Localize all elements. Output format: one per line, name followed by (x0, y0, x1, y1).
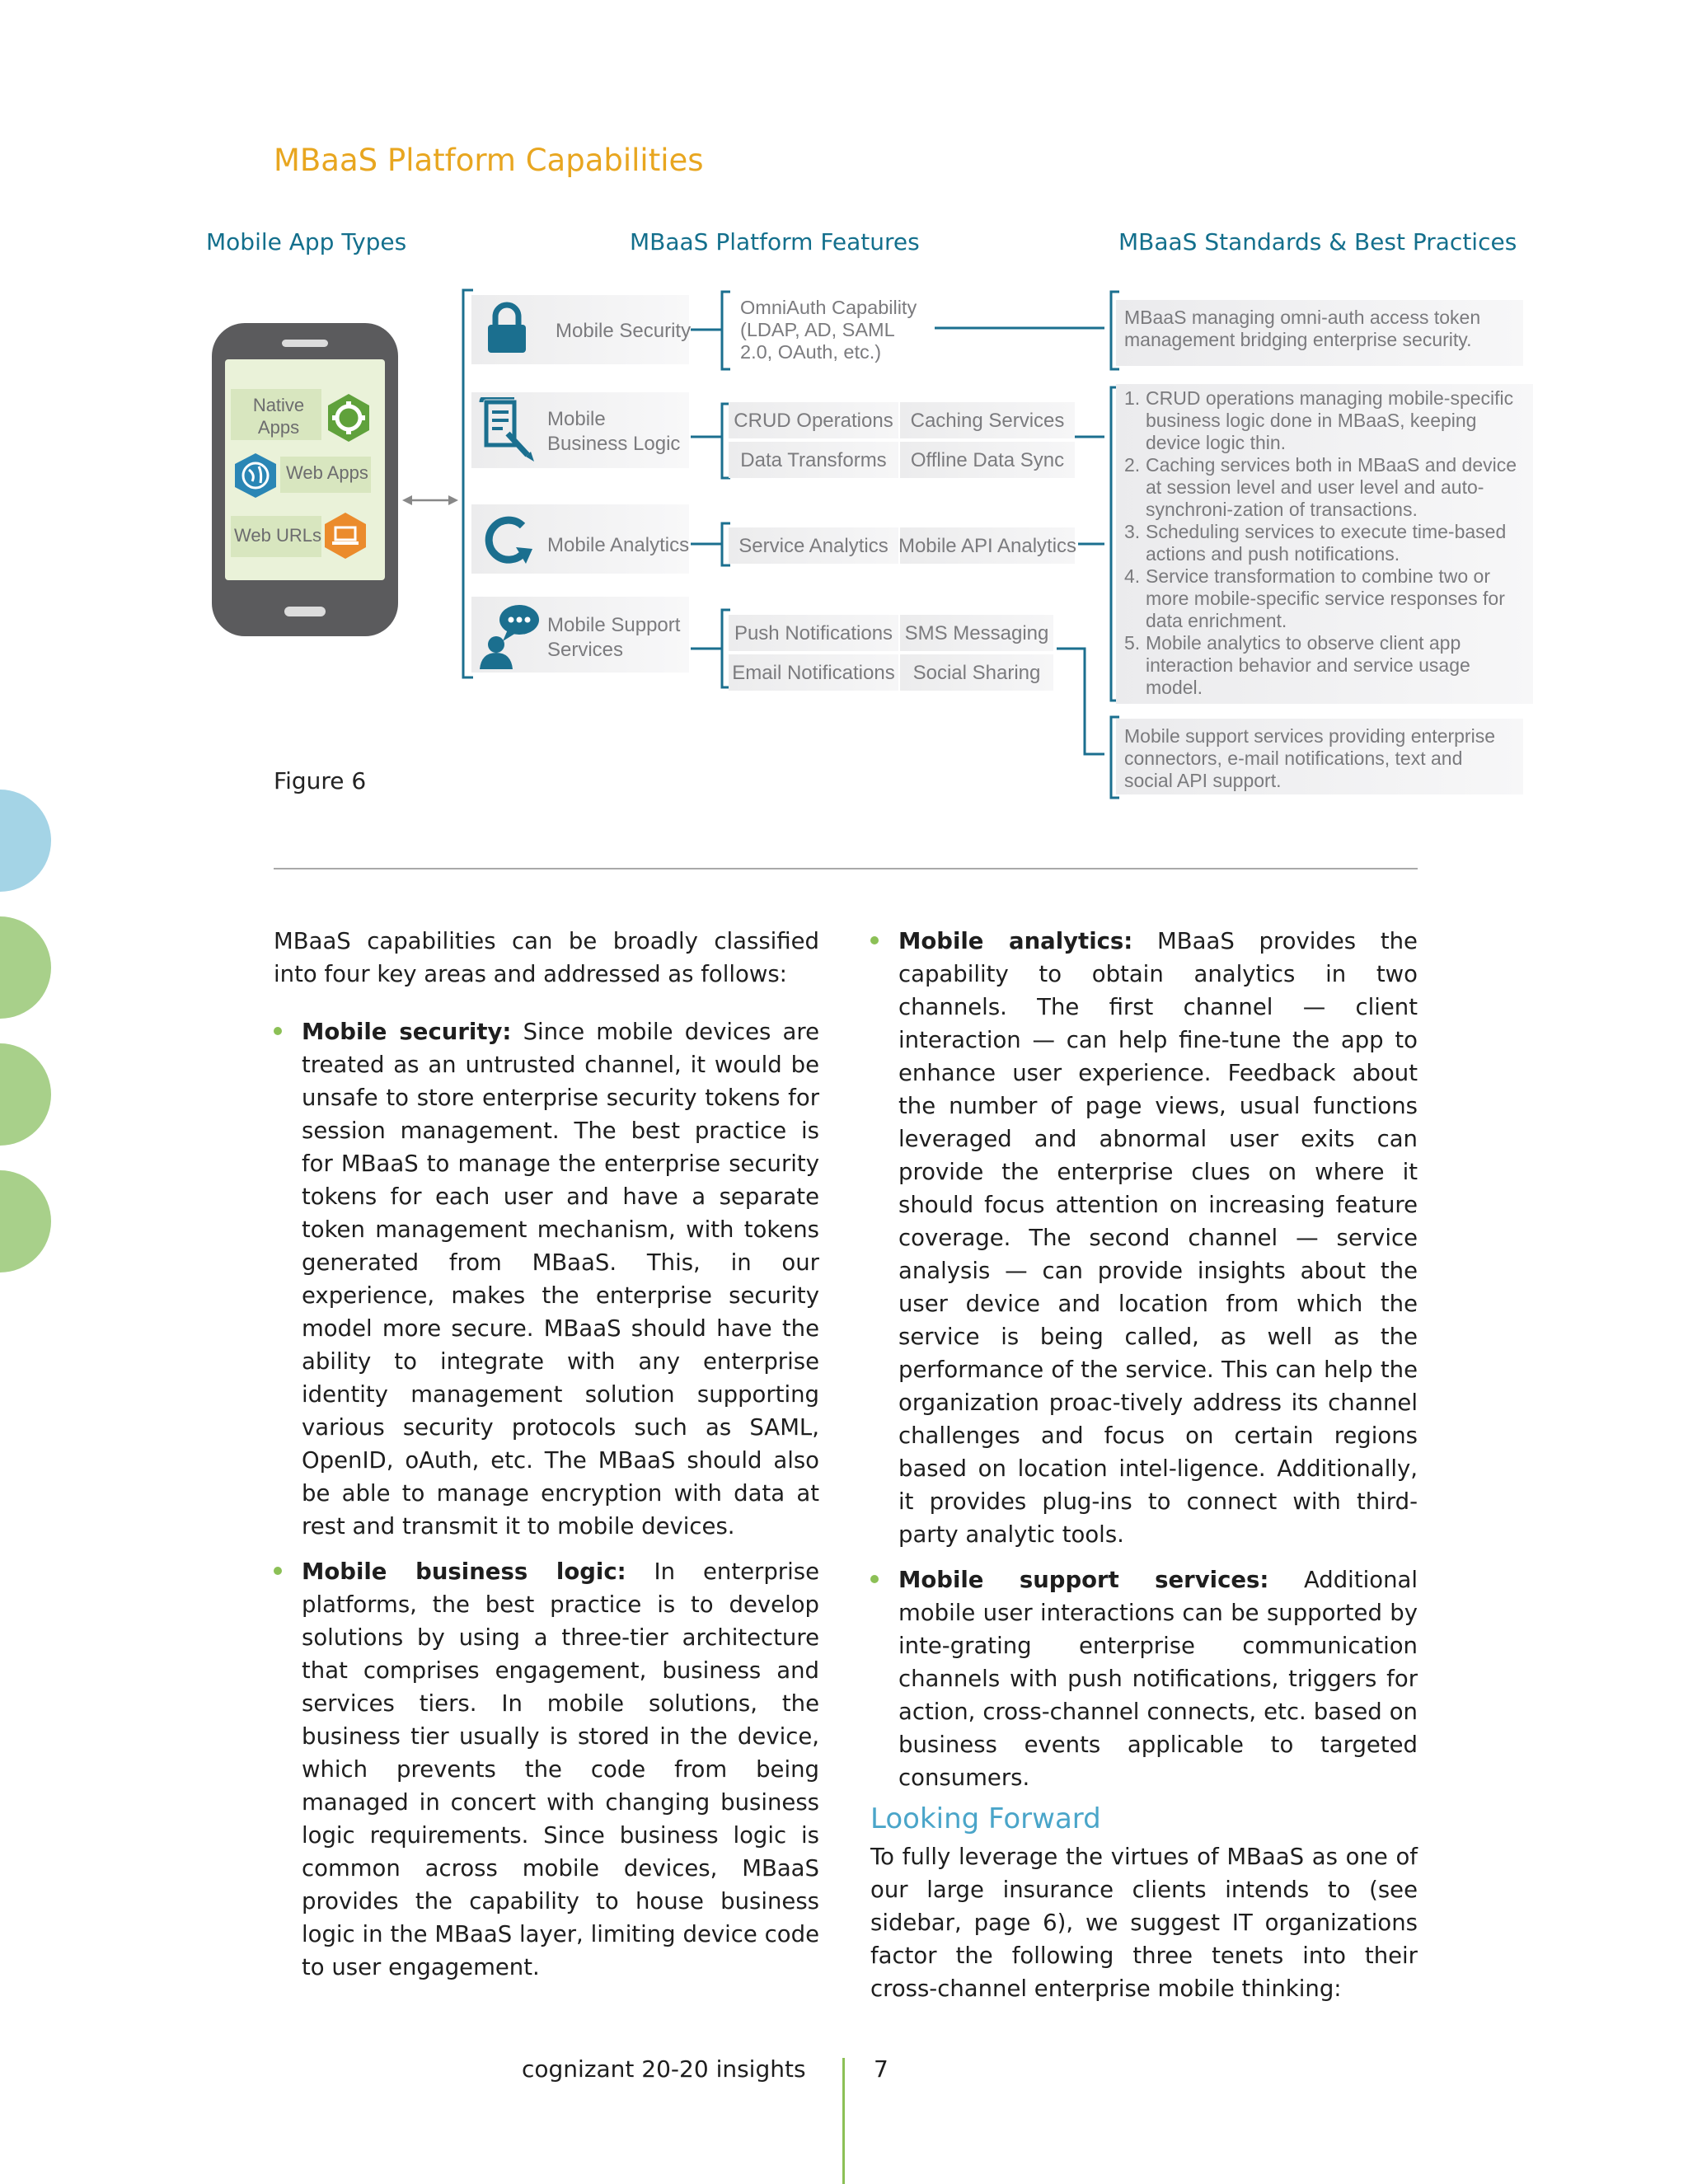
bullet-label: Mobile support services: (898, 1567, 1269, 1593)
column-heading-standards: MBaaS Standards & Best Practices (1118, 228, 1517, 255)
figure-title: MBaaS Platform Capabilities (274, 143, 704, 178)
column-heading-app-types: Mobile App Types (206, 228, 407, 255)
left-column (274, 925, 819, 1984)
standard-item: 1. CRUD operations managing mobile-specific business logic done in MBaaS, keeping device logic thin. (1124, 387, 1514, 453)
bullet-label: Mobile security: (302, 1019, 512, 1045)
standard-item: 5. Mobile analytics to observe client app interaction behavior and service usage model. (1124, 632, 1470, 698)
standard-item: 2. Caching services both in MBaaS and device at session level and user level and auto-synchroni-zation of transactions. (1124, 454, 1517, 520)
native-apps-label: Native Apps (252, 395, 305, 438)
bullet-label: Mobile analytics: (898, 928, 1133, 954)
decor-circle-green-1 (0, 916, 51, 1019)
intro-paragraph: MBaaS capabilities can be broadly classified into four key areas and addressed as follows: (274, 928, 819, 987)
feature-mobile-support-label: Mobile Support Services (547, 614, 681, 661)
standard-security: MBaaS managing omni-auth access token management bridging enterprise security. (1116, 300, 1523, 366)
right-column (870, 925, 1418, 2005)
phone-home-button (284, 607, 326, 616)
feature-mobile-analytics-label: Mobile Analytics (547, 534, 690, 556)
web-apps-label: Web Apps (286, 462, 368, 483)
cap-data-transforms: Data Transforms (729, 442, 898, 478)
standard-support: Mobile support services providing enterprise connectors, e-mail notifications, text and social API support. (1116, 719, 1523, 794)
refresh-icon (483, 511, 534, 569)
document-edit-icon (478, 397, 539, 463)
cap-crud: CRUD Operations (729, 402, 898, 438)
cap-sms: SMS Messaging (900, 615, 1053, 651)
closing-paragraph: To fully leverage the virtues of MBaaS as one of our large insurance clients intends to (see sidebar, page 6), we suggest IT organizations factor the following three tenets into their cross-channel enterprise mobile thinking: (870, 1844, 1418, 2002)
footer-brand: cognizant 20-20 insights (522, 2055, 806, 2083)
cap-caching: Caching Services (900, 402, 1075, 438)
section-divider (274, 868, 1418, 869)
laptop-icon (320, 511, 371, 560)
looking-forward-heading: Looking Forward (870, 1802, 1101, 1835)
cap-omniauth: OmniAuth Capability (LDAP, AD, SAML 2.0, OAuth, etc.) (740, 297, 917, 363)
cap-service-analytics: Service Analytics (729, 527, 898, 564)
bullet-mobile-security: Mobile security: Since mobile devices are treated as an untrusted channel, it would be unsafe to store enterprise security tokens for session management. The best practice is for MBaaS to manage the enterprise security tokens for each user and have a separate token management mechanism, with tokens generated from MBaaS. This, in our experience, makes the enterprise security model more secure. MBaaS should have the ability to integrate with any enterprise identity management solution supporting various security protocols such as SAML, OpenID, oAuth, etc. The MBaaS should also be able to manage encryption with data at rest and transmit it to mobile devices. (274, 1015, 819, 1543)
web-urls-label: Web URLs (234, 525, 321, 546)
standard-item: 4. Service transformation to combine two or more mobile-specific service responses for data enrichment. (1124, 565, 1505, 631)
cap-social: Social Sharing (900, 654, 1053, 691)
gear-icon (323, 392, 374, 443)
page-number: 7 (874, 2055, 889, 2083)
standard-item: 3. Scheduling services to execute time-based actions and push notifications. (1124, 521, 1507, 565)
support-chat-icon (471, 602, 542, 671)
standard-list (1116, 384, 1533, 704)
bullet-label: Mobile business logic: (302, 1558, 626, 1585)
globe-icon (231, 452, 280, 499)
decor-circle-green-3 (0, 1170, 51, 1272)
bullet-mobile-support: Mobile support services: Additional mobile user interactions can be supported by inte-grating enterprise communication channels with push notifications, triggers for action, cross-channel connects, etc. based on business events applicable to targeted consumers. (870, 1563, 1418, 1794)
cap-api-analytics: Mobile API Analytics (900, 527, 1075, 564)
cap-push: Push Notifications (729, 615, 898, 651)
footer-divider (842, 2058, 845, 2184)
column-heading-features: MBaaS Platform Features (630, 228, 920, 255)
bullet-mobile-analytics: Mobile analytics: MBaaS provides the capability to obtain analytics in two channels. The first channel — client interaction — can help fine-tune the app to enhance user experience. Feedback about the number of page views, usual functions leveraged and abnormal user exits can provide the enterprise clues on where it should focus attention on increasing feature coverage. The second channel — service analysis — can provide insights about the user device and location from which the service is being called, as well as the performance of the service. This can help the organization proac-tively address its channel challenges and focus on certain regions based on location intel-ligence. Additionally, it provides plug-ins to connect with third-party analytic tools. (870, 925, 1418, 1551)
cap-email: Email Notifications (729, 654, 898, 691)
figure-caption: Figure 6 (274, 767, 367, 794)
lock-icon (485, 302, 529, 354)
cap-offline-sync: Offline Data Sync (900, 442, 1075, 478)
phone-speaker (282, 340, 328, 347)
bullet-mobile-business-logic: Mobile business logic: In enterprise platforms, the best practice is to develop solutions by using a three-tier architecture that comprises engagement, business and services tiers. In mobile solutions, the business tier usually is stored in the device, which prevents the code from being managed in concert with changing business logic requirements. Since business logic is common across mobile devices, MBaaS provides the capability to house business logic in the MBaaS layer, limiting device code to user engagement. (274, 1555, 819, 1984)
feature-mobile-security-label: Mobile Security (556, 320, 692, 342)
feature-mobile-business-logic-label: Mobile Business Logic (547, 408, 681, 455)
decor-circle-green-2 (0, 1043, 51, 1146)
